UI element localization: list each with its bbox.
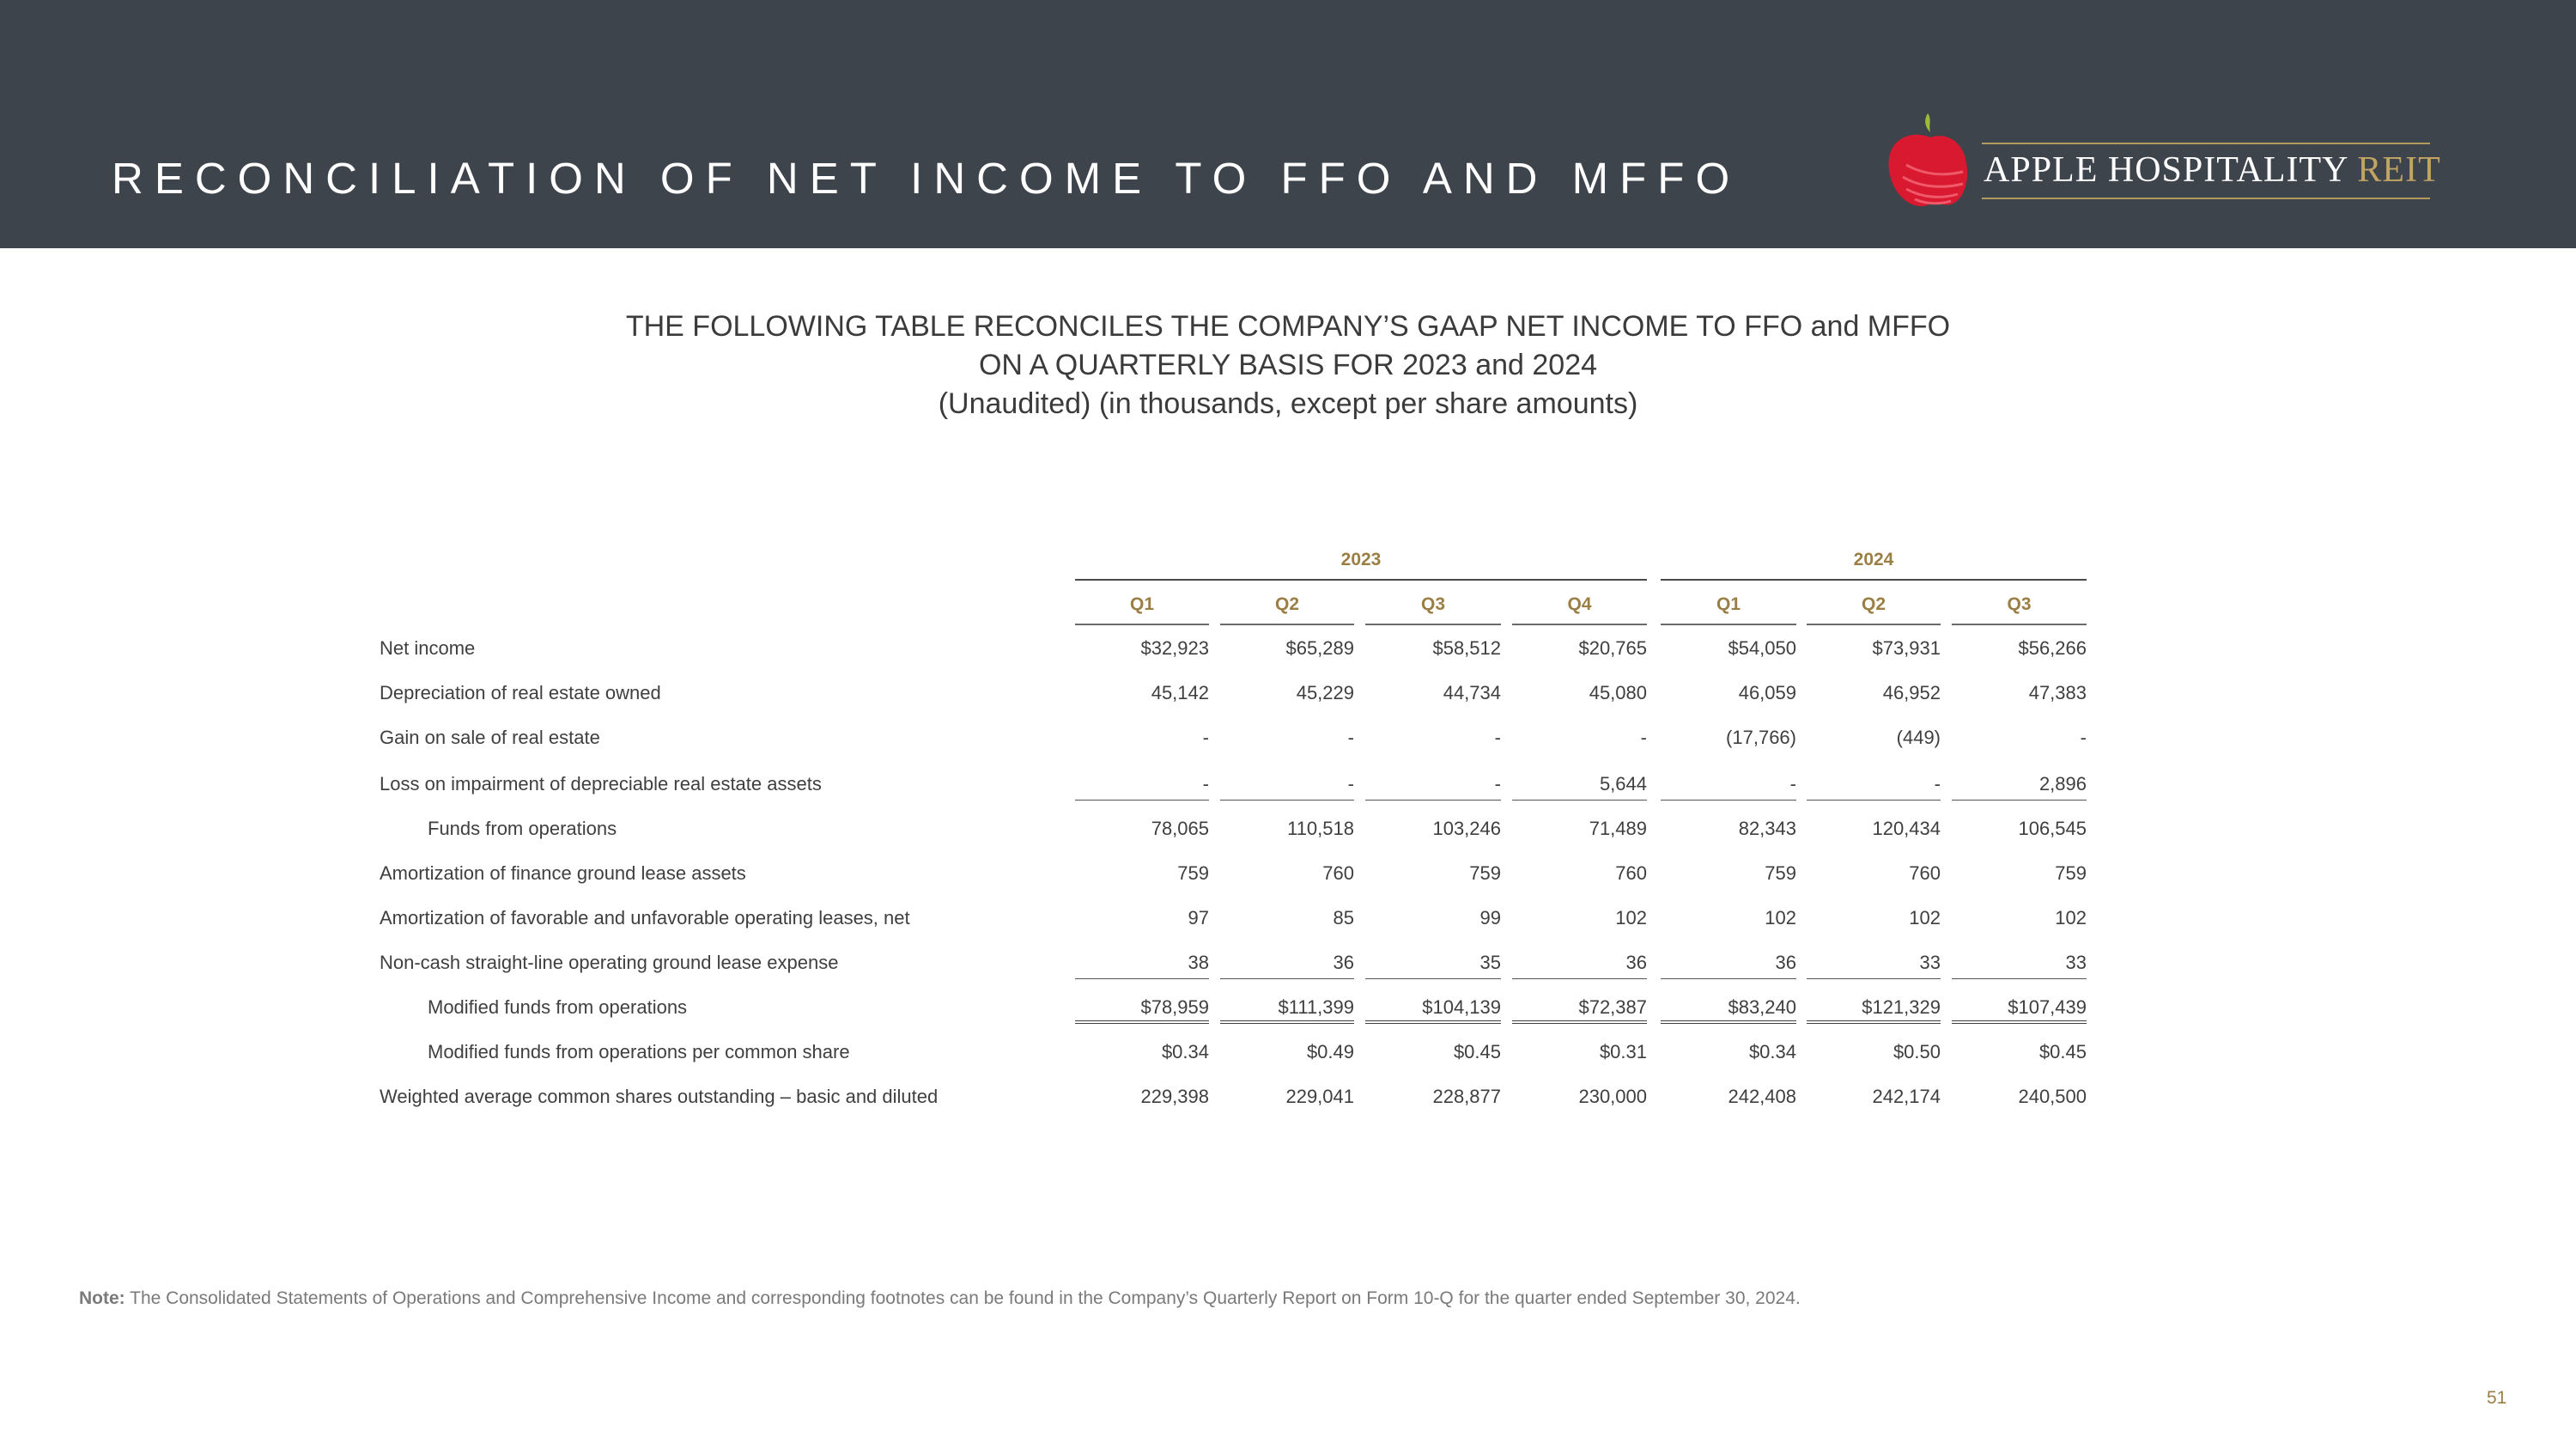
table-cell: $72,387 <box>1512 996 1647 1024</box>
table-row <box>0 718 2576 763</box>
table-cell: 759 <box>1469 862 1501 884</box>
row-label: Amortization of finance ground lease assets <box>380 862 746 884</box>
table-cell: 230,000 <box>1578 1086 1647 1107</box>
table-cell: 228,877 <box>1432 1086 1501 1107</box>
quarter-header: Q1 <box>1075 594 1209 625</box>
table-cell: 102 <box>1909 907 1941 928</box>
footnote-text: The Consolidated Statements of Operations and Comprehensive Income and corresponding footnotes can be found in the Company’s Quarterly Report on Form 10-Q for the quarter ended September 30, 2024. <box>125 1288 1801 1308</box>
table-cell: (449) <box>1896 727 1941 748</box>
row-label: Gain on sale of real estate <box>380 727 600 748</box>
table-cell: - <box>1075 773 1209 801</box>
page-number: 51 <box>2487 1388 2507 1408</box>
table-row <box>0 1077 2576 1122</box>
table-cell: 242,174 <box>1872 1086 1941 1107</box>
table-cell: 759 <box>1177 862 1209 884</box>
table-cell: - <box>1640 727 1647 748</box>
table-cell: 102 <box>1615 907 1647 928</box>
table-cell: 5,644 <box>1512 773 1647 801</box>
table-cell: $65,289 <box>1285 637 1354 659</box>
table-cell: 760 <box>1322 862 1354 884</box>
table-cell: 760 <box>1909 862 1941 884</box>
logo-rule-top <box>1982 143 2430 144</box>
table-cell: $0.31 <box>1599 1041 1647 1062</box>
table-cell: 103,246 <box>1432 818 1501 839</box>
table-cell: $0.49 <box>1306 1041 1354 1062</box>
table-cell: - <box>1202 727 1209 748</box>
table-cell: 99 <box>1479 907 1501 928</box>
table-cell: $0.50 <box>1893 1041 1941 1062</box>
table-cell: - <box>2080 727 2087 748</box>
table-cell: $83,240 <box>1661 996 1796 1024</box>
company-logo <box>1880 105 2441 216</box>
table-cell: 33 <box>1952 952 2087 979</box>
table-cell: 36 <box>1220 952 1354 979</box>
table-cell: 759 <box>1765 862 1796 884</box>
page-title: RECONCILIATION OF NET INCOME TO FFO AND MFFO <box>112 154 1741 203</box>
table-cell: 36 <box>1661 952 1796 979</box>
table-cell: (17,766) <box>1726 727 1796 748</box>
logo-wordmark <box>1984 149 2441 191</box>
table-cell: 44,734 <box>1443 682 1501 703</box>
table-cell: 102 <box>1765 907 1796 928</box>
table-cell: $121,329 <box>1807 996 1941 1024</box>
quarter-header: Q2 <box>1807 594 1941 625</box>
footnote <box>79 1288 1801 1309</box>
table-cell: 45,080 <box>1589 682 1647 703</box>
row-label: Non-cash straight-line operating ground lease expense <box>380 952 839 973</box>
table-cell: $54,050 <box>1728 637 1796 659</box>
table-row <box>0 629 2576 673</box>
table-row <box>0 988 2576 1032</box>
table-cell: 36 <box>1512 952 1647 979</box>
table-cell: $104,139 <box>1365 996 1501 1024</box>
table-cell: 120,434 <box>1872 818 1941 839</box>
row-label: Loss on impairment of depreciable real estate assets <box>380 773 822 795</box>
subtitle-line-2: ON A QUARTERLY BASIS FOR 2023 and 2024 <box>978 349 1598 381</box>
table-cell: $0.45 <box>2038 1041 2087 1062</box>
table-row <box>0 673 2576 718</box>
row-label: Net income <box>380 637 476 659</box>
row-label: Modified funds from operations per common share <box>428 1041 850 1062</box>
apple-logo-icon <box>1880 105 1975 216</box>
table-cell: $58,512 <box>1432 637 1501 659</box>
subtitle-line-3: (Unaudited) (in thousands, except per share amounts) <box>938 387 1638 420</box>
table-cell: - <box>1347 727 1354 748</box>
table-cell: - <box>1365 773 1501 801</box>
table-cell: 242,408 <box>1728 1086 1796 1107</box>
table-cell: $111,399 <box>1220 996 1354 1024</box>
table-cell: $20,765 <box>1578 637 1647 659</box>
table-row <box>0 809 2576 854</box>
table-row <box>0 764 2576 809</box>
logo-rule-bottom <box>1982 198 2430 199</box>
table-subtitle <box>0 307 2576 423</box>
table-cell: 760 <box>1615 862 1647 884</box>
table-cell: $0.45 <box>1453 1041 1501 1062</box>
table-cell: 38 <box>1075 952 1209 979</box>
subtitle-line-1: THE FOLLOWING TABLE RECONCILES THE COMPANY’S GAAP NET INCOME TO FFO and MFFO <box>625 310 1951 343</box>
table-cell: 97 <box>1188 907 1209 928</box>
table-row <box>0 943 2576 988</box>
table-cell: 2,896 <box>1952 773 2087 801</box>
row-label: Weighted average common shares outstanding – basic and diluted <box>380 1086 939 1107</box>
quarter-header: Q1 <box>1661 594 1796 625</box>
table-cell: 106,545 <box>2018 818 2087 839</box>
table-cell: 229,041 <box>1285 1086 1354 1107</box>
table-cell: 71,489 <box>1589 818 1647 839</box>
table-cell: - <box>1807 773 1941 801</box>
row-label: Amortization of favorable and unfavorable operating leases, net <box>380 907 910 928</box>
footnote-label: Note: <box>79 1288 125 1308</box>
table-cell: $0.34 <box>1748 1041 1796 1062</box>
table-cell: 78,065 <box>1151 818 1209 839</box>
quarter-header: Q4 <box>1512 594 1647 625</box>
table-cell: $73,931 <box>1872 637 1941 659</box>
table-cell: $32,923 <box>1140 637 1209 659</box>
table-row <box>0 1032 2576 1077</box>
table-cell: 102 <box>2055 907 2087 928</box>
logo-accent-text: REIT <box>2357 150 2441 190</box>
table-cell: - <box>1661 773 1796 801</box>
table-row <box>0 898 2576 943</box>
table-cell: 47,383 <box>2028 682 2087 703</box>
quarter-header: Q3 <box>1952 594 2087 625</box>
table-cell: 45,142 <box>1151 682 1209 703</box>
table-cell: 229,398 <box>1140 1086 1209 1107</box>
row-label: Modified funds from operations <box>428 996 688 1018</box>
year-header-2023: 2023 <box>1075 550 1647 581</box>
table-row <box>0 854 2576 898</box>
table-cell: - <box>1494 727 1501 748</box>
table-cell: 45,229 <box>1296 682 1354 703</box>
table-cell: $78,959 <box>1075 996 1209 1024</box>
table-cell: $0.34 <box>1161 1041 1209 1062</box>
reconciliation-table <box>0 541 2576 1125</box>
table-cell: 46,059 <box>1738 682 1796 703</box>
table-cell: 35 <box>1365 952 1501 979</box>
table-cell: 240,500 <box>2018 1086 2087 1107</box>
table-cell: 82,343 <box>1738 818 1796 839</box>
header-bar <box>0 0 2576 248</box>
year-header-2024: 2024 <box>1661 550 2087 581</box>
table-cell: $56,266 <box>2018 637 2087 659</box>
row-label: Funds from operations <box>428 818 617 839</box>
table-cell: $107,439 <box>1952 996 2087 1024</box>
table-cell: 110,518 <box>1287 818 1354 839</box>
quarter-header: Q2 <box>1220 594 1354 625</box>
table-cell: 33 <box>1807 952 1941 979</box>
table-cell: 759 <box>2055 862 2087 884</box>
table-cell: 85 <box>1333 907 1354 928</box>
table-cell: - <box>1220 773 1354 801</box>
table-cell: 46,952 <box>1882 682 1941 703</box>
logo-main-text: APPLE HOSPITALITY <box>1984 150 2348 190</box>
row-label: Depreciation of real estate owned <box>380 682 661 703</box>
quarter-header: Q3 <box>1365 594 1501 625</box>
